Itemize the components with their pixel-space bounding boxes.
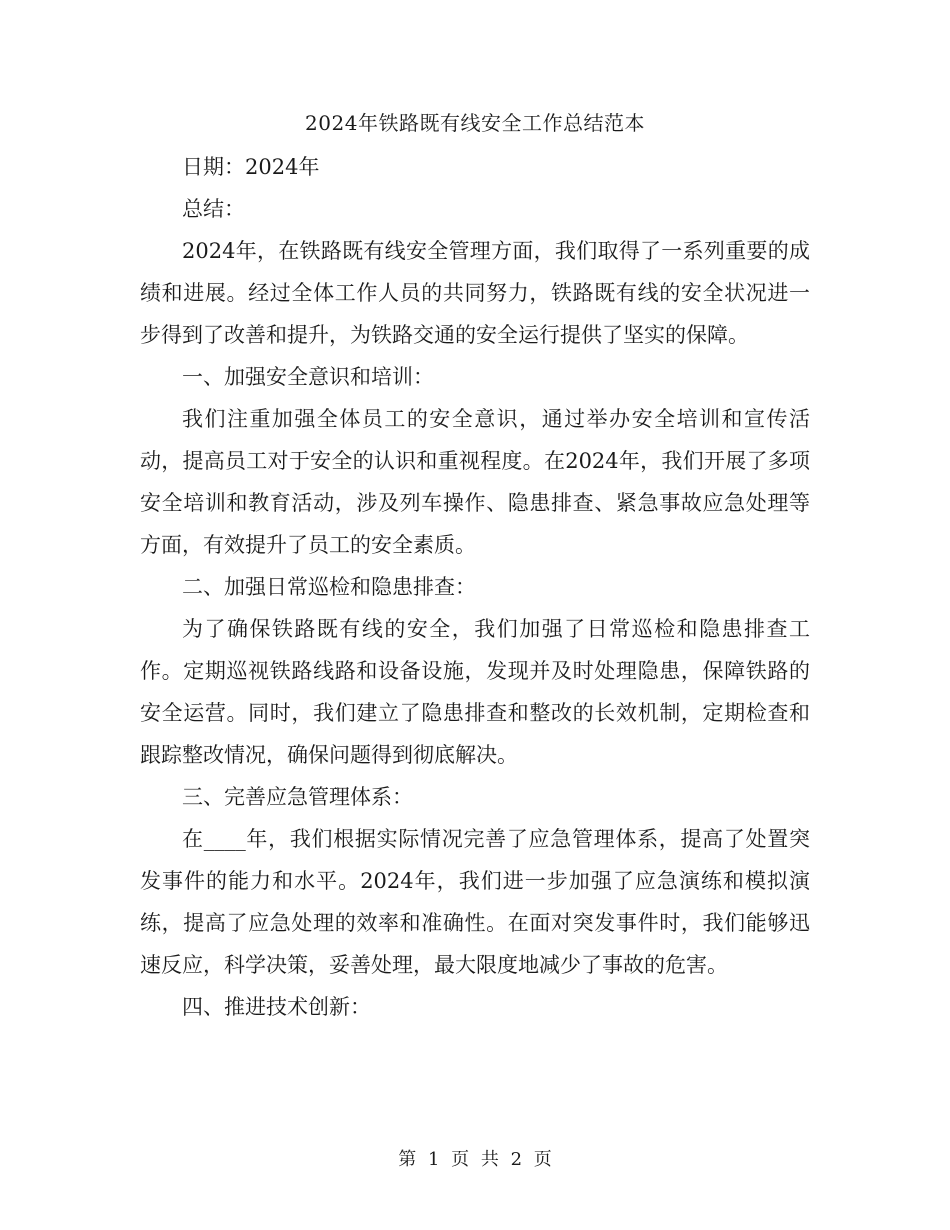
page-footer: 第 1 页 共 2 页 [398,1149,552,1170]
document-body [140,146,810,1028]
section-heading-1: 一、加强安全意识和培训： [182,365,434,389]
section-paragraph-1: 我们注重加强全体员工的安全意识，通过举办安全培训和宣传活动，提高员工对于安全的认识和重视程度。在2024年，我们开展了多项安全培训和教育活动，涉及列车操作、隐患排查、紧急事故应急处理等方面，有效提升了员工的安全素质。 [140,407,810,557]
section-paragraph-2: 为了确保铁路既有线的安全，我们加强了日常巡检和隐患排查工作。定期巡视铁路线路和设备设施，发现并及时处理隐患，保障铁路的安全运营。同时，我们建立了隐患排查和整改的长效机制，定期检查和跟踪整改情况，确保问题得到彻底解决。 [140,617,810,767]
section-heading-2: 二、加强日常巡检和隐患排查： [182,575,476,599]
date-line: 日期：2024年 [182,155,320,179]
section-heading-3: 三、完善应急管理体系： [182,785,413,809]
section-heading-4: 四、推进技术创新： [182,995,371,1019]
summary-label: 总结： [182,197,245,221]
intro-paragraph: 2024年，在铁路既有线安全管理方面，我们取得了一系列重要的成绩和进展。经过全体工作人员的共同努力，铁路既有线的安全状况进一步得到了改善和提升，为铁路交通的安全运行提供了坚实的保障。 [140,239,810,347]
section-paragraph-3: 在____年，我们根据实际情况完善了应急管理体系，提高了处置突发事件的能力和水平。2024年，我们进一步加强了应急演练和模拟演练，提高了应急处理的效率和准确性。在面对突发事件时，我们能够迅速反应，科学决策，妥善处理，最大限度地减少了事故的危害。 [140,827,810,977]
document-title: 2024年铁路既有线安全工作总结范本 [305,111,645,135]
